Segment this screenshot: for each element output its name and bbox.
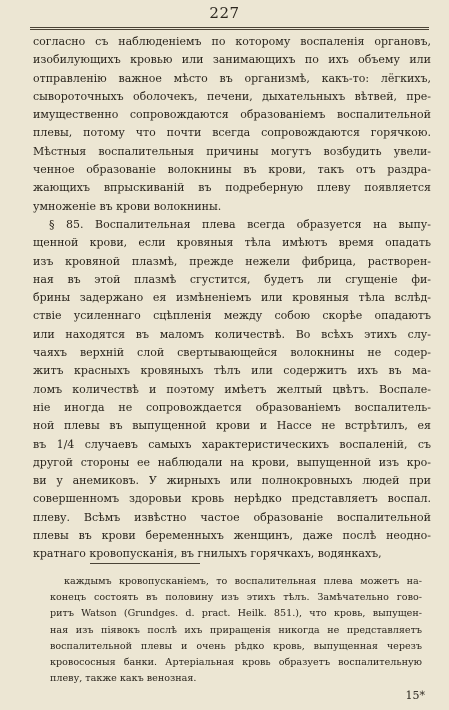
signature-mark: 15* bbox=[405, 689, 425, 702]
footnote-line: воспалительной плевы и очень рѣдко кровь, выпущенная черезъ bbox=[50, 640, 422, 652]
body-line: умноженіе въ крови волокнины. bbox=[33, 199, 222, 213]
body-line: плевы, потому что почти всегда сопровождаются горячкою. bbox=[33, 126, 431, 140]
body-line: плевы въ крови беременныхъ женщинъ, даже послѣ неодно- bbox=[33, 529, 431, 543]
body-line: ченное образованіе волокнины въ крови, такъ отъ раздра- bbox=[33, 163, 431, 177]
header-rule bbox=[30, 27, 429, 28]
body-line: ная въ этой плазмѣ сгустится, будетъ ли сгущеніе фи- bbox=[33, 272, 431, 286]
footnote-line: конецъ состоять въ половину изъ этихъ тѣлъ. Замѣчательно гово- bbox=[50, 592, 422, 604]
page-number: 227 bbox=[209, 4, 240, 22]
body-line: въ 1/4 случаевъ самыхъ характеристическихъ воспаленій, съ bbox=[33, 437, 431, 451]
body-line: или находятся въ маломъ количествѣ. Во всѣхъ этихъ слу- bbox=[33, 327, 431, 341]
footnote-line: ритъ Watson (Grundges. d. pract. Heilk. 851.), что кровь, выпущен- bbox=[50, 608, 422, 620]
body-text bbox=[33, 33, 431, 564]
body-line: имущественно сопровождаются образованіемъ воспалительной bbox=[33, 108, 431, 122]
body-line: совершенномъ здоровьи кровь нерѣдко представляетъ воспал. bbox=[33, 492, 431, 506]
body-line: жающихъ впрыскиваній въ подреберную плеву появляется bbox=[33, 181, 431, 195]
footnote-line: плеву, также какъ венозная. bbox=[50, 673, 197, 685]
header-rule-thin bbox=[30, 29, 429, 30]
body-line: ломъ количествѣ и поэтому имѣетъ желтый цвѣтъ. Воспале- bbox=[33, 382, 431, 396]
body-line: § 85. Воспалительная плева всегда образуется на выпу- bbox=[49, 217, 431, 231]
body-line: плеву. Всѣмъ извѣстно частое образованіе воспалительной bbox=[33, 510, 431, 524]
body-line: согласно съ наблюденіемъ по которому воспаленія органовъ, bbox=[33, 35, 431, 48]
body-line: сывороточныхъ оболочекъ, печени, дыхательныхъ вѣтвей, пре- bbox=[33, 89, 431, 103]
body-line: Мѣстныя воспалительныя причины могутъ возбудить увели- bbox=[33, 144, 431, 158]
body-line: брины задержано ея измѣненіемъ или кровяныя тѣла вслѣд- bbox=[33, 291, 431, 305]
footnote-line: каждымъ кровопусканіемъ, то воспалительная плева можетъ на- bbox=[64, 576, 422, 587]
body-line: другой стороны ее наблюдали на крови, выпущенной изъ кро- bbox=[33, 455, 431, 469]
footnote-line: кровососныя банки. Артеріальная кровь образуетъ воспалительную bbox=[50, 656, 422, 668]
body-line: изъ кровяной плазмѣ, прежде нежели фибрица, растворен- bbox=[33, 254, 431, 268]
body-line: отправленію важное мѣсто въ организмѣ, какъ-то: лёгкихъ, bbox=[33, 71, 431, 85]
body-line: ніе иногда не сопровождается образованіемъ воспалитель- bbox=[33, 400, 431, 414]
body-line: ви у анемиковъ. У жирныхъ или полнокровныхъ людей при bbox=[33, 474, 431, 488]
body-line: щенной крови, если кровяныя тѣла имѣютъ время опадать bbox=[33, 236, 431, 250]
footnote bbox=[50, 574, 422, 687]
body-line: чаяхъ верхній слой свертывающейся волокнины не содер- bbox=[33, 346, 431, 360]
body-line: кратнаго кровопусканія, въ гнилыхъ горячкахъ, водянкахъ, bbox=[33, 547, 382, 561]
body-line: ствіе усиленнаго сцѣпленія между собою скорѣе опадаютъ bbox=[33, 309, 431, 323]
body-line: житъ красныхъ кровяныхъ тѣлъ или содержитъ ихъ въ ма- bbox=[33, 364, 431, 378]
body-line: изобилующихъ кровью или занимающихъ по ихъ объему или bbox=[33, 53, 431, 67]
footnote-line: ная изъ піявокъ послѣ ихъ приращенія никогда не представляетъ bbox=[50, 624, 422, 636]
footnote-rule bbox=[90, 563, 200, 564]
body-line: ной плевы въ выпущенной крови и Нассе не встрѣтилъ, ея bbox=[33, 419, 431, 433]
